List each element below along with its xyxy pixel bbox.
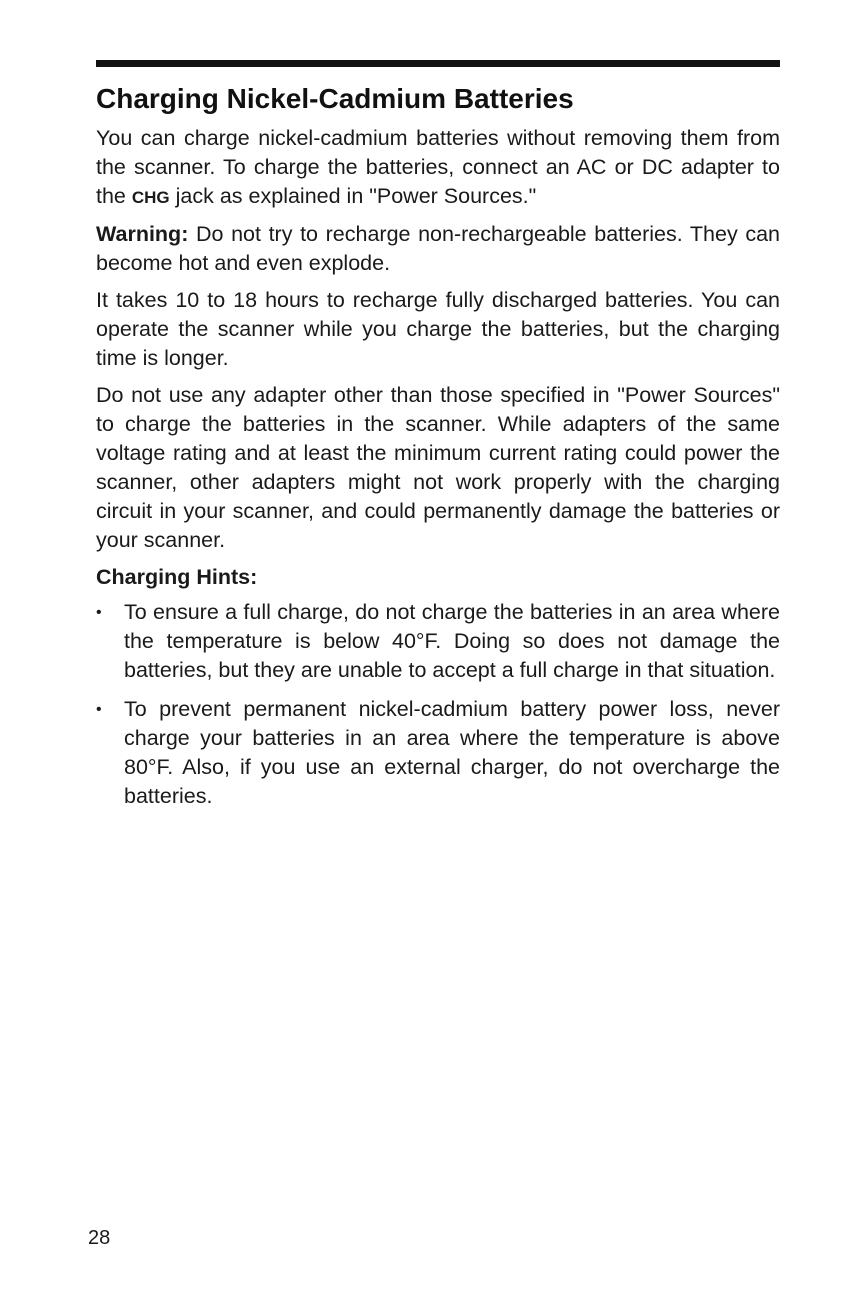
top-rule <box>96 60 780 67</box>
bullet-icon: • <box>96 604 102 621</box>
page-number: 28 <box>88 1227 111 1249</box>
list-item <box>96 598 780 685</box>
list-item <box>96 695 780 811</box>
warning-label: Warning: <box>96 222 189 246</box>
page-title: Charging Nickel-Cadmium Batteries <box>96 83 574 114</box>
warning-text: Do not try to recharge non-rechargeable batteries. They can become hot and even explode. <box>96 222 780 275</box>
hint-text: To ensure a full charge, do not charge the batteries in an area where the temperature is below 40°F. Doing so does not damage the batteries, but they are unable to accept a full charge in that situation. <box>124 600 780 682</box>
bullet-icon: • <box>96 701 102 718</box>
charging-hints-list <box>96 598 780 811</box>
charging-hints-heading: Charging Hints: <box>96 565 258 589</box>
charge-time-paragraph: It takes 10 to 18 hours to recharge fully discharged batteries. You can operate the scanner while you charge the batteries, but the charging time is longer. <box>96 288 780 370</box>
intro-paragraph <box>96 124 780 212</box>
page-content <box>96 80 780 821</box>
warning-paragraph <box>96 220 780 278</box>
adapter-note-paragraph: Do not use any adapter other than those specified in "Power Sources" to charge the batteries in the scanner. While adapters of the same voltage rating and at least the minimum current rating could power the scanner, other adapters might not work properly with the charging circuit in your scanner, and could permanently damage the batteries or your scanner. <box>96 383 780 552</box>
intro-text-before: You can charge nickel-cadmium batteries without removing them from the scanner. To charge the batteries, connect an AC or DC adapter to the <box>96 126 780 208</box>
hint-text: To prevent permanent nickel-cadmium battery power loss, never charge your batteries in an area where the temperature is above 80°F. Also, if you use an external charger, do not overcharge the batteries. <box>124 697 780 808</box>
intro-text-after: jack as explained in "Power Sources." <box>175 184 537 208</box>
chg-jack-label: CHG <box>131 188 170 207</box>
